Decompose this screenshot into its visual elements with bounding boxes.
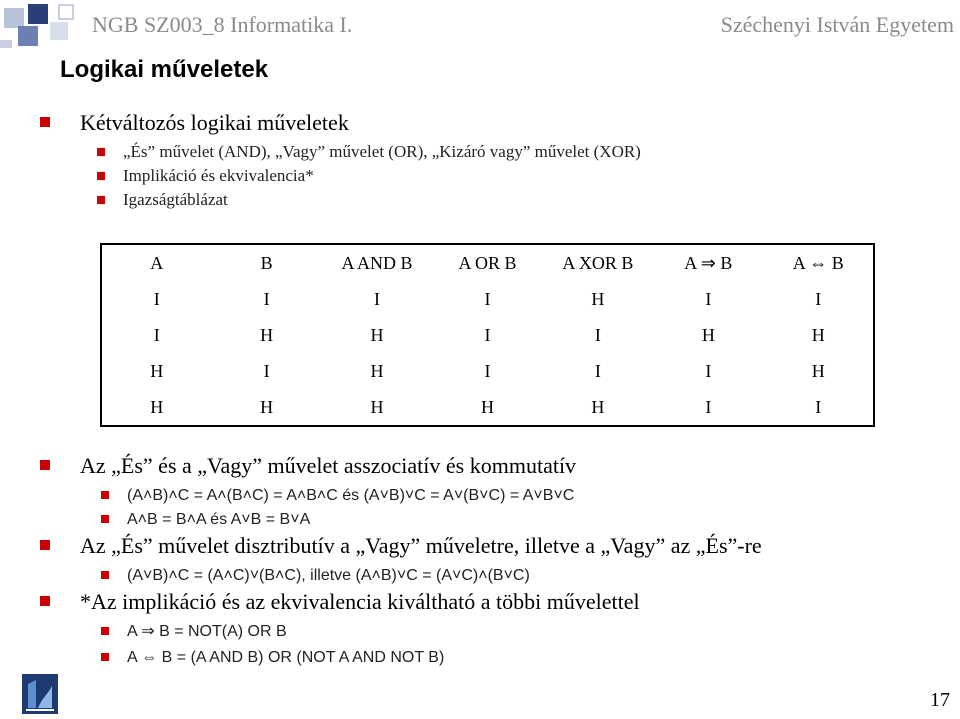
table-cell: I (153, 288, 160, 309)
table-cell: H (150, 360, 164, 381)
course-title: NGB SZ003_8 Informatika I. (92, 12, 353, 37)
table-cell: H (150, 396, 164, 417)
sub-bullet-item (127, 647, 444, 667)
table-cell: H (260, 396, 274, 417)
table-header-cell: A AND B (341, 252, 413, 273)
table-cell: H (370, 324, 384, 345)
sub-bullet-item (127, 621, 287, 641)
table-cell: H (591, 288, 605, 309)
bullet-icon (101, 515, 109, 523)
header-decoration-squares (0, 0, 90, 48)
table-cell: H (260, 324, 274, 345)
bullet-text: Kétváltozós logikai műveletek (80, 110, 349, 135)
bullet-text: A ⇔ B = (A AND B) OR (NOT A AND NOT B) (127, 649, 445, 666)
bullet-icon (97, 196, 105, 204)
sub-bullet-item (127, 565, 530, 585)
bullet-icon (101, 653, 109, 661)
table-cell: H (480, 396, 494, 417)
table-header-cell: A XOR B (562, 252, 634, 273)
table-cell: I (484, 324, 491, 345)
table-row (101, 317, 874, 353)
bullet-text: *Az implikáció és az ekvivalencia kiváltható a többi művelettel (80, 589, 640, 614)
bullet-icon (97, 148, 105, 156)
slide-header (0, 0, 960, 48)
bullet-icon (101, 627, 109, 635)
table-cell: I (594, 360, 601, 381)
bullet-text: Igazságtáblázat (123, 190, 228, 209)
table-cell: H (370, 396, 384, 417)
table-header-cell: B (260, 252, 273, 273)
table-header-cell: A ⇒ B (684, 252, 733, 273)
table-cell: I (815, 396, 822, 417)
table-cell: I (263, 288, 270, 309)
page-number: 17 (930, 689, 950, 711)
bullet-icon (40, 460, 50, 470)
sub-bullet-item (123, 142, 641, 162)
table-cell: I (705, 360, 712, 381)
bullet-item (80, 110, 349, 136)
table-cell: H (811, 360, 825, 381)
bullet-text: A ⇒ B = NOT(A) OR B (127, 623, 287, 640)
sub-bullet-item (127, 509, 310, 529)
bullet-text: Implikáció és ekvivalencia* (123, 166, 314, 185)
bullet-text: (A˄B)˄C = A˄(B˄C) = A˄B˄C és (A˅B)˅C = A˅(B˅C) = A˅B˅C (127, 487, 575, 504)
table-cell: I (705, 396, 712, 417)
table-row (101, 281, 874, 317)
bullet-item (80, 589, 640, 615)
truth-table (100, 243, 875, 427)
table-header-cell: A ⇔ B (792, 252, 844, 273)
sub-bullet-item (127, 485, 574, 505)
bullet-text: Az „És” művelet disztributív a „Vagy” műveletre, illetve a „Vagy” az „És”-re (80, 533, 762, 558)
table-cell: I (153, 324, 160, 345)
table-cell: H (370, 360, 384, 381)
bullet-icon (40, 540, 50, 550)
sub-bullet-item (123, 190, 228, 210)
bullet-icon (101, 491, 109, 499)
university-name: Széchenyi István Egyetem (720, 12, 954, 37)
bullet-item (80, 533, 762, 559)
table-cell: I (594, 324, 601, 345)
table-row (101, 353, 874, 389)
table-cell: H (811, 324, 825, 345)
table-cell: H (591, 396, 605, 417)
table-cell: I (484, 360, 491, 381)
table-row (101, 389, 874, 426)
slide-title: Logikai műveletek (60, 56, 269, 83)
bullet-text: (A˅B)˄C = (A˄C)˅(B˄C), illetve (A˄B)˅C = (A˅C)˄(B˅C) (127, 567, 530, 584)
table-cell: I (374, 288, 381, 309)
table-header-cell: A OR B (458, 252, 517, 273)
table-cell: I (815, 288, 822, 309)
table-cell: I (705, 288, 712, 309)
bullet-text: „És” művelet (AND), „Vagy” művelet (OR), „Kizáró vagy” művelet (XOR) (123, 142, 641, 161)
table-header-row (101, 244, 874, 281)
bullet-icon (40, 117, 50, 127)
bullet-icon (97, 172, 105, 180)
university-logo (22, 674, 58, 714)
table-header-cell: A (150, 252, 164, 273)
table-cell: H (701, 324, 715, 345)
bullet-icon (40, 596, 50, 606)
bullet-text: Az „És” és a „Vagy” művelet asszociatív és kommutatív (80, 453, 577, 478)
bullet-icon (101, 571, 109, 579)
table-cell: I (263, 360, 270, 381)
sub-bullet-item (123, 166, 314, 186)
bullet-text: A˄B = B˄A és A˅B = B˅A (127, 511, 311, 528)
table-cell: I (484, 288, 491, 309)
bullet-item (80, 453, 576, 479)
